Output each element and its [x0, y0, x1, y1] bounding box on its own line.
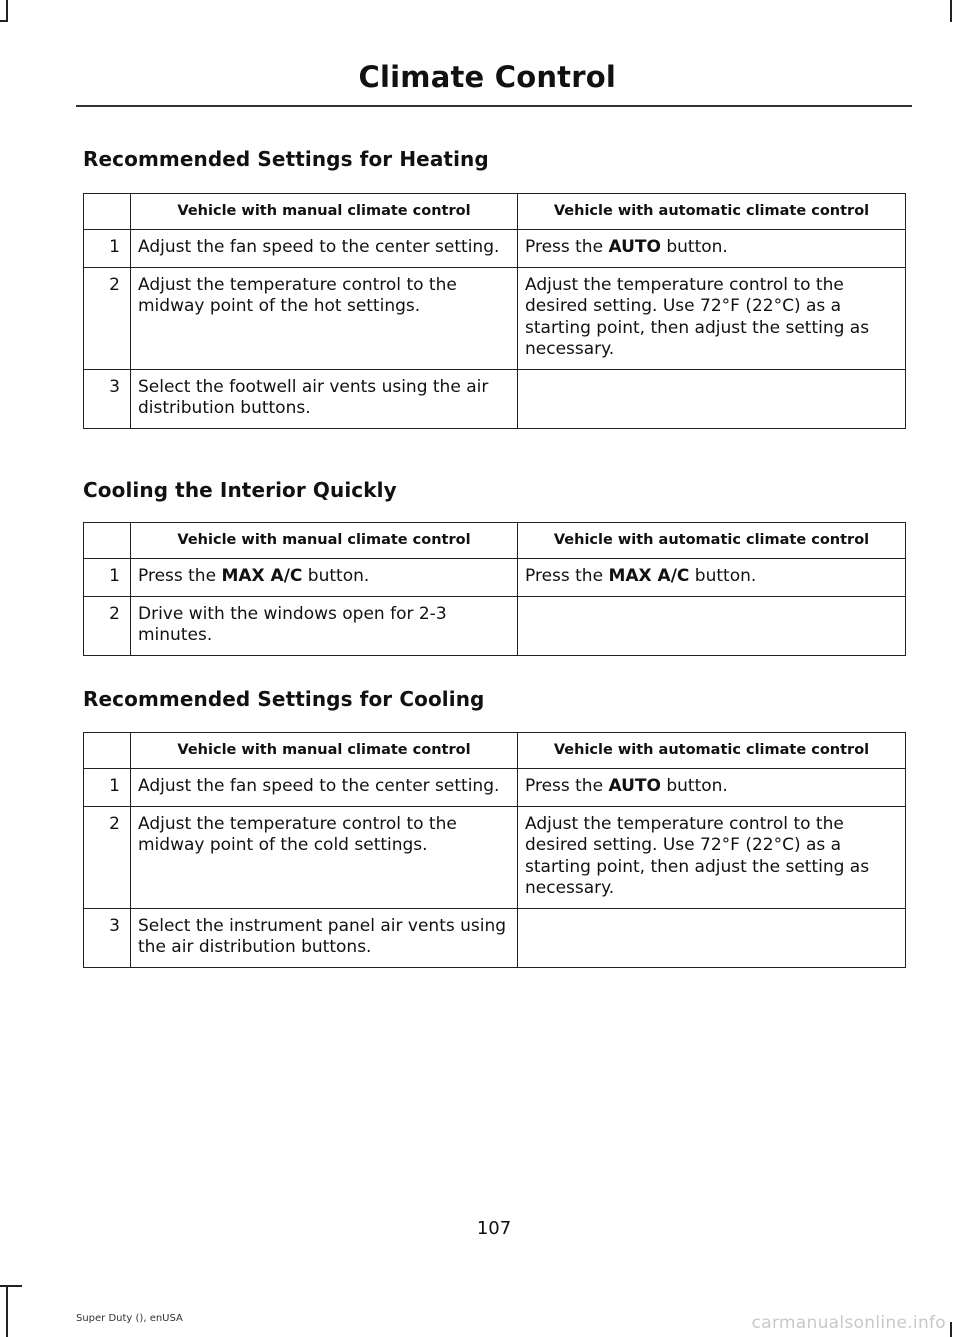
header-cell: Vehicle with manual climate control: [131, 733, 518, 769]
document-info: Super Duty (), enUSA: [76, 1313, 183, 1324]
auto-text: Press the: [525, 776, 609, 796]
table-row: [84, 806, 906, 908]
manual-cell: Select the instrument panel air vents using the air distribution buttons.: [131, 908, 518, 967]
header-divider: [76, 105, 912, 107]
auto-cell: Adjust the temperature control to the desired setting. Use 72°F (22°C) as a starting point, then adjust the setting as necessary.: [518, 267, 906, 369]
header-cell: Vehicle with manual climate control: [131, 194, 518, 230]
table-row: [84, 559, 906, 597]
section-title: Recommended Settings for Heating: [83, 147, 489, 171]
auto-cell: [518, 230, 906, 268]
section-heating: [83, 147, 905, 429]
cooling-quickly-table: [83, 522, 906, 656]
crop-mark-top-left-h: [0, 20, 8, 22]
manual-text: button.: [302, 566, 370, 586]
section-title: Recommended Settings for Cooling: [83, 687, 485, 711]
row-number: 2: [84, 596, 131, 655]
table-header-row: [84, 523, 906, 559]
section-cooling-quickly: [83, 478, 905, 656]
auto-cell: [518, 769, 906, 807]
header-cell: Vehicle with automatic climate control: [518, 523, 906, 559]
manual-cell: Adjust the fan speed to the center setting.: [131, 769, 518, 807]
row-number: 1: [84, 769, 131, 807]
header-cell: Vehicle with automatic climate control: [518, 733, 906, 769]
page-number: 107: [476, 1218, 512, 1239]
button-name: MAX A/C: [608, 566, 690, 586]
button-name: AUTO: [608, 776, 661, 796]
section-title: Cooling the Interior Quickly: [83, 478, 397, 502]
auto-text: button.: [660, 237, 728, 257]
header-cell: [84, 194, 131, 230]
auto-cell: [518, 559, 906, 597]
manual-cell: Adjust the temperature control to the midway point of the hot settings.: [131, 267, 518, 369]
auto-text: button.: [660, 776, 728, 796]
row-number: 1: [84, 559, 131, 597]
manual-cell: [131, 559, 518, 597]
table-row: [84, 230, 906, 268]
auto-text: Press the: [525, 566, 609, 586]
manual-cell: Select the footwell air vents using the air distribution buttons.: [131, 369, 518, 428]
header-cell: Vehicle with manual climate control: [131, 523, 518, 559]
auto-cell-empty: [518, 908, 906, 967]
row-number: 2: [84, 806, 131, 908]
heating-table: [83, 193, 906, 429]
table-row: [84, 267, 906, 369]
cooling-table: [83, 732, 906, 968]
button-name: AUTO: [608, 237, 661, 257]
table-header-row: [84, 733, 906, 769]
manual-cell: Drive with the windows open for 2-3 minutes.: [131, 596, 518, 655]
row-number: 2: [84, 267, 131, 369]
table-header-row: [84, 194, 906, 230]
manual-cell: Adjust the temperature control to the midway point of the cold settings.: [131, 806, 518, 908]
row-number: 1: [84, 230, 131, 268]
crop-mark-bottom-left-v: [6, 1285, 8, 1337]
auto-text: Press the: [525, 237, 609, 257]
button-name: MAX A/C: [221, 566, 303, 586]
manual-text: Press the: [138, 566, 222, 586]
auto-cell-empty: [518, 596, 906, 655]
crop-mark-top-left-v: [6, 0, 8, 22]
row-number: 3: [84, 369, 131, 428]
auto-cell-empty: [518, 369, 906, 428]
header-cell: [84, 523, 131, 559]
table-row: [84, 908, 906, 967]
table-row: [84, 369, 906, 428]
auto-cell: Adjust the temperature control to the desired setting. Use 72°F (22°C) as a starting point, then adjust the setting as necessary.: [518, 806, 906, 908]
crop-mark-bottom-left-h: [0, 1285, 22, 1287]
table-row: [84, 769, 906, 807]
table-row: [84, 596, 906, 655]
auto-text: button.: [689, 566, 757, 586]
header-cell: Vehicle with automatic climate control: [518, 194, 906, 230]
section-cooling: [83, 687, 905, 968]
watermark: carmanualsonline.info: [751, 1313, 946, 1333]
crop-mark-bottom-right-v: [950, 1322, 952, 1337]
crop-mark-top-right-v: [950, 0, 952, 22]
manual-cell: Adjust the fan speed to the center setting.: [131, 230, 518, 268]
row-number: 3: [84, 908, 131, 967]
page-title: Climate Control: [358, 60, 616, 94]
header-cell: [84, 733, 131, 769]
